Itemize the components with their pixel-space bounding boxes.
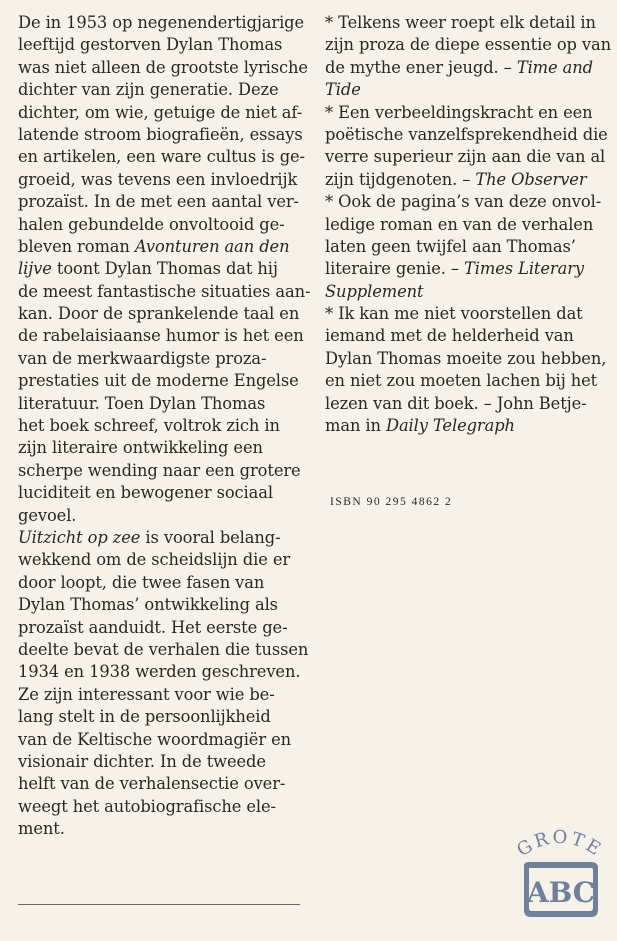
body-text: * Telkens weer roept elk detail in (325, 13, 596, 32)
body-text: prozaïst aanduidt. Het eerste ge- (18, 617, 288, 637)
left-column-line (18, 393, 310, 415)
italic-title-text: Times Literary (464, 259, 584, 279)
left-column-line (18, 191, 310, 213)
right-column-line (325, 214, 610, 236)
left-column-line (18, 79, 310, 101)
body-text: de meest fantastische situaties aan- (18, 281, 311, 301)
body-text: latende stroom biografieën, essays (18, 124, 303, 144)
right-column-line (325, 102, 610, 124)
body-text: wekkend om de scheidslijn die er (18, 550, 291, 570)
body-text: 1934 en 1938 werden geschreven. (18, 662, 301, 682)
left-column-line (18, 818, 310, 840)
left-column-line (18, 281, 310, 303)
left-column-line (18, 684, 310, 706)
body-text: zijn proza de diepe essentie op van (325, 35, 612, 55)
left-column-line (18, 370, 310, 392)
body-text: van de merkwaardigste proza- (18, 348, 267, 368)
right-column-line (325, 393, 610, 415)
italic-title-text: Supplement (325, 281, 424, 301)
left-column-line (18, 214, 310, 236)
italic-title-text: Uitzicht op zee (18, 527, 141, 547)
left-column-line (18, 146, 310, 168)
right-column-line (325, 12, 610, 34)
body-text: door loopt, die twee fasen van (18, 572, 265, 592)
body-text: toont Dylan Thomas dat hij (51, 259, 278, 279)
body-text: Dylan Thomas’ ontwikkeling als (18, 595, 278, 615)
left-column-line (18, 617, 310, 639)
right-column-line (325, 325, 610, 347)
right-column-line (325, 57, 610, 79)
left-column-line (18, 773, 310, 795)
italic-title-text: The Observer (475, 169, 587, 189)
right-column-line (325, 124, 610, 146)
left-column-line (18, 639, 310, 661)
left-column-line (18, 482, 310, 504)
right-column-line (325, 348, 610, 370)
body-text: lezen van dit boek. – John Betje- (325, 393, 587, 413)
body-text: De in 1953 op negenendertigjarige (18, 13, 305, 32)
left-column-line (18, 12, 310, 34)
left-column-line (18, 124, 310, 146)
left-column-line (18, 527, 310, 549)
body-text: de mythe ener jeugd. – (325, 57, 517, 77)
right-column-line (325, 236, 610, 258)
right-column-line (325, 415, 610, 437)
body-text: literatuur. Toen Dylan Thomas (18, 393, 266, 413)
body-text: lang stelt in de persoonlijkheid (18, 707, 271, 727)
left-column-line (18, 325, 310, 347)
italic-title-text: Avonturen aan den (134, 236, 290, 256)
body-text: iemand met de helderheid van (325, 326, 574, 346)
left-column-line (18, 751, 310, 773)
right-column-quotes (325, 12, 610, 437)
body-text: literaire genie. – (325, 259, 465, 279)
body-text: luciditeit en bewogener sociaal (18, 483, 273, 503)
logo-badge-text: ABC (526, 876, 596, 909)
italic-title-text: Time and (516, 57, 593, 77)
italic-title-text: lijve (18, 259, 52, 279)
left-column-line (18, 34, 310, 56)
body-text: en artikelen, een ware cultus is ge- (18, 147, 305, 167)
right-column-line (325, 281, 610, 303)
left-column-line (18, 437, 310, 459)
body-text: zijn tijdgenoten. – (325, 169, 476, 189)
body-text: leeftijd gestorven Dylan Thomas (18, 35, 283, 55)
left-column-line (18, 572, 310, 594)
left-column-line (18, 460, 310, 482)
body-text: de rabelaisiaanse humor is het een (18, 326, 304, 346)
body-text: * Ik kan me niet voorstellen dat (325, 304, 583, 324)
right-column-line (325, 79, 610, 101)
right-column-line (325, 34, 610, 56)
right-column-line (325, 258, 610, 280)
body-text: * Ook de pagina’s van deze onvol- (325, 192, 602, 212)
body-text: ledige roman en van de verhalen (325, 214, 594, 234)
body-text: * Een verbeeldingskracht en een (325, 102, 593, 122)
body-text: prozaïst. In de met een aantal ver- (18, 192, 299, 212)
body-text: visionair dichter. In de tweede (18, 751, 266, 771)
right-column-line (325, 146, 610, 168)
body-text: poëtische vanzelfsprekendheid die (325, 124, 608, 144)
grote-abc-logo (506, 822, 612, 922)
body-text: kan. Door de sprankelende taal en (18, 304, 300, 324)
left-column-line (18, 415, 310, 437)
right-column-line (325, 169, 610, 191)
left-column-line (18, 303, 310, 325)
left-column-line (18, 706, 310, 728)
left-column-line (18, 169, 310, 191)
body-text: gevoel. (18, 505, 77, 525)
body-text: dichter, om wie, getuige de niet af- (18, 102, 303, 122)
left-column-line (18, 549, 310, 571)
body-text: prestaties uit de moderne Engelse (18, 371, 299, 391)
left-column-line (18, 594, 310, 616)
italic-title-text: Tide (325, 80, 361, 100)
body-text: laten geen twijfel aan Thomas’ (325, 236, 576, 256)
body-text: dichter van zijn generatie. Deze (18, 80, 279, 100)
body-text: groeid, was tevens een invloedrijk (18, 169, 298, 189)
bottom-rule-divider (18, 904, 300, 905)
body-text: helft van de verhalensectie over- (18, 774, 286, 794)
body-text: scherpe wending naar een grotere (18, 460, 301, 480)
body-text: Dylan Thomas moeite zou hebben, (325, 348, 607, 368)
left-column-line (18, 102, 310, 124)
logo-arc-text: GROTE (513, 826, 607, 862)
left-column-line (18, 57, 310, 79)
body-text: het boek schreef, voltrok zich in (18, 416, 280, 436)
left-column-line (18, 348, 310, 370)
body-text: halen gebundelde onvoltooid ge- (18, 214, 285, 234)
right-column-line (325, 370, 610, 392)
body-text: zijn literaire ontwikkeling een (18, 438, 263, 458)
left-column-line (18, 796, 310, 818)
body-text: van de Keltische woordmagiër en (18, 729, 292, 749)
right-column-line (325, 303, 610, 325)
body-text: deelte bevat de verhalen die tussen (18, 639, 309, 659)
body-text: ment. (18, 819, 65, 839)
left-column-line (18, 505, 310, 527)
left-column-text (18, 12, 310, 840)
body-text: verre superieur zijn aan die van al (325, 147, 606, 167)
right-column-line (325, 191, 610, 213)
italic-title-text: Daily Telegraph (385, 416, 515, 436)
body-text: weegt het autobiografische ele- (18, 796, 276, 816)
left-column-line (18, 661, 310, 683)
body-text: bleven roman (18, 236, 135, 256)
isbn-number: ISBN 90 295 4862 2 (330, 496, 453, 508)
body-text: en niet zou moeten lachen bij het (325, 371, 598, 391)
left-column-line (18, 236, 310, 258)
left-column-line (18, 729, 310, 751)
body-text: was niet alleen de grootste lyrische (18, 57, 308, 77)
left-column-line (18, 258, 310, 280)
body-text: man in (325, 416, 386, 436)
body-text: Ze zijn interessant voor wie be- (18, 684, 275, 704)
body-text: is vooral belang- (140, 527, 281, 547)
